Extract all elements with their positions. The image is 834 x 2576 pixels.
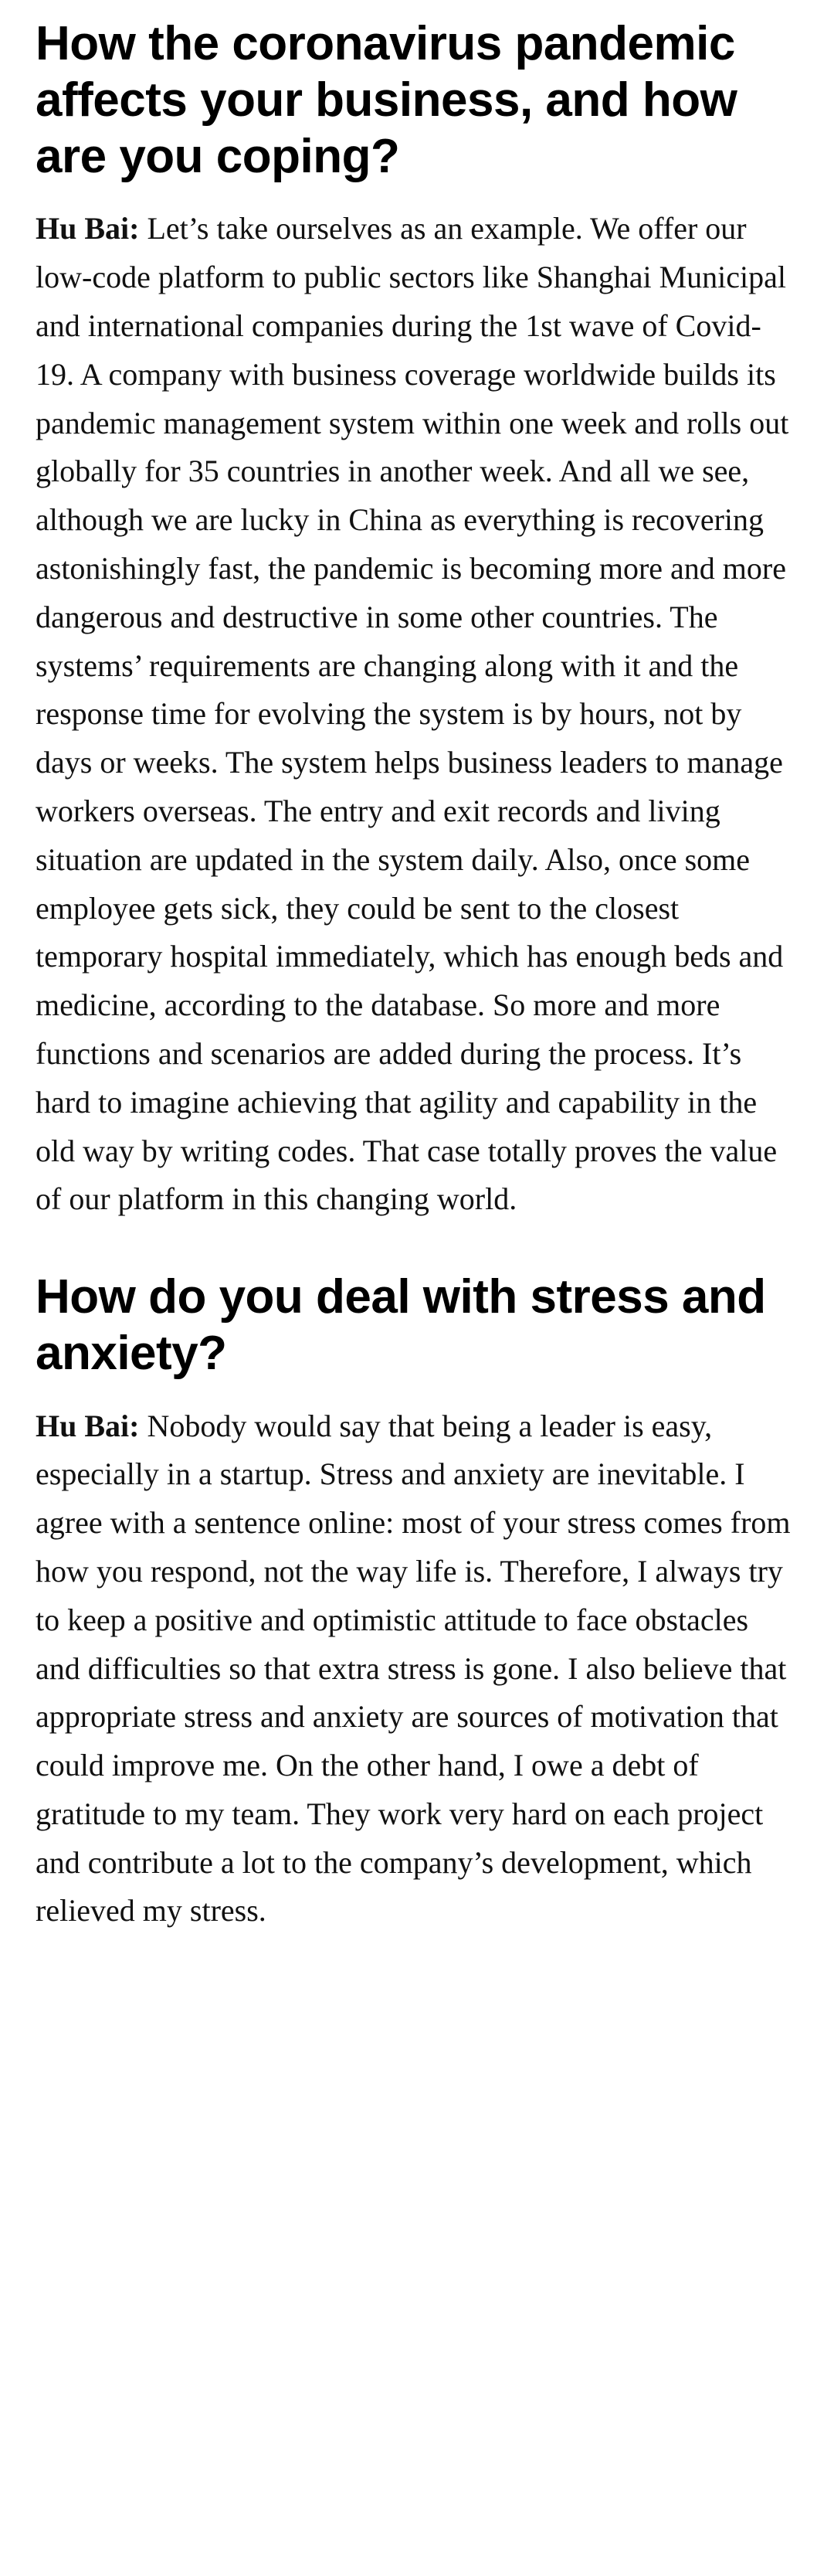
answer-paragraph-pandemic (36, 205, 798, 1224)
speaker-label-stress: Hu Bai: (36, 1408, 140, 1443)
answer-block-pandemic (36, 205, 798, 1224)
section-heading-pandemic: How the coronavirus pandemic affects your business, and how are you coping? (36, 17, 737, 184)
speaker-label-pandemic: Hu Bai: (36, 211, 140, 246)
answer-block-stress (36, 1402, 798, 1936)
answer-paragraph-stress (36, 1402, 798, 1936)
answer-text-stress: Nobody would say that being a leader is easy, especially in a startup. Stress and anxiety are inevitable. I agree with a sentence online: most of your stress comes from how you respond, not the way life is. Therefore, I always try to keep a positive and optimistic attitude to face obstacles and difficulties so that extra stress is gone. I also believe that appropriate stress and anxiety are sources of motivation that could improve me. On the other hand, I owe a debt of gratitude to my team. They work very hard on each project and contribute a lot to the company’s development, which relieved my stress. (36, 1408, 791, 1929)
section-heading-stress: How do you deal with stress and anxiety? (36, 1270, 766, 1381)
answer-text-pandemic: Let’s take ourselves as an example. We offer our low-code platform to public sectors like Shanghai Municipal and international companies during the 1st wave of Covid-19. A company with business coverage worldwide builds its pandemic management system within one week and rolls out globally for 35 countries in another week. And all we see, although we are lucky in China as everything is recovering astonishingly fast, the pandemic is becoming more and more dangerous and destructive in some other countries. The systems’ requirements are changing along with it and the response time for evolving the system is by hours, not by days or weeks. The system helps business leaders to manage workers overseas. The entry and exit records and living situation are updated in the system daily. Also, once some employee gets sick, they could be sent to the closest temporary hospital immediately, which has enough beds and medicine, according to the database. So more and more functions and scenarios are added during the process. It’s hard to imagine achieving that agility and capability in the old way by writing codes. That case totally proves the value of our platform in this changing world. (36, 211, 789, 1217)
